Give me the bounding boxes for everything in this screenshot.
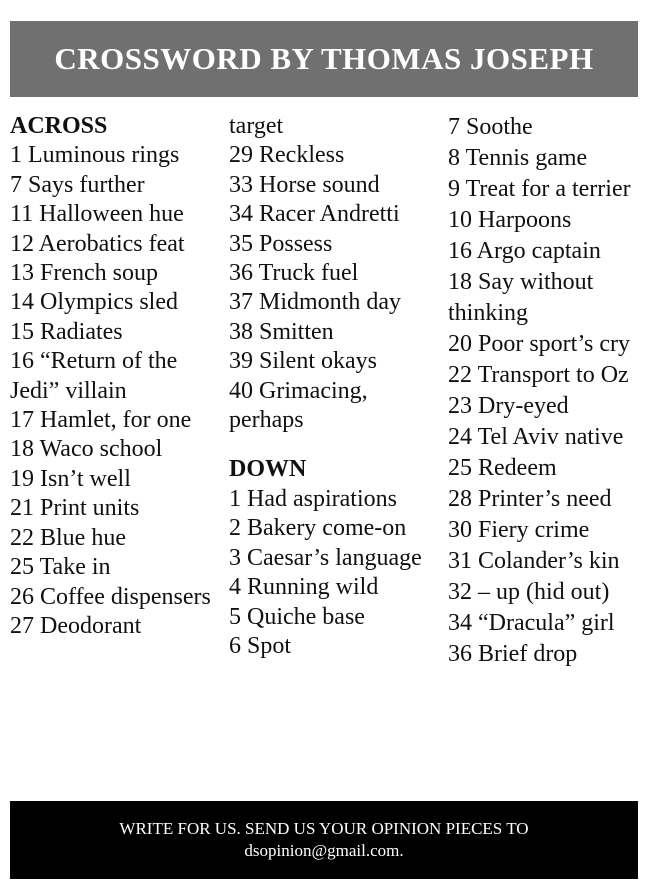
down-clue: 7 Soothe: [448, 114, 533, 140]
down-clue: 8 Tennis game: [448, 145, 588, 171]
down-clue: 18 Say without thinking: [448, 269, 594, 326]
across-clue: target: [229, 113, 284, 139]
across-clue: 36 Truck fuel: [229, 260, 359, 287]
across-clue: 18 Waco school: [10, 436, 163, 463]
down-clue: 22 Transport to Oz: [448, 362, 629, 388]
across-clue: 19 Isn’t well: [10, 465, 131, 492]
across-clue: 29 Reckless: [229, 142, 345, 169]
opinion-footer-banner: [10, 801, 638, 879]
across-clue: 12 Aerobatics feat: [10, 230, 185, 257]
across-clue: 39 Silent okays: [229, 348, 377, 375]
down-clue: 24 Tel Aviv native: [448, 424, 624, 450]
down-clue: 9 Treat for a terrier: [448, 176, 631, 202]
crossword-title: CROSSWORD BY THOMAS JOSEPH: [10, 21, 638, 97]
across-clue: 7 Says further: [10, 171, 145, 198]
across-clue: 13 French soup: [10, 260, 158, 287]
down-clue: 16 Argo captain: [448, 238, 601, 264]
down-clue: 34 “Dracula” girl: [448, 610, 615, 636]
clue-column-1: [10, 112, 220, 641]
across-clue: 17 Hamlet, for one: [10, 407, 192, 434]
down-clue: 20 Poor sport’s cry: [448, 331, 630, 357]
footer-line: WRITE FOR US. SEND US YOUR OPINION PIECES TO: [119, 819, 529, 838]
across-clue: 34 Racer Andretti: [229, 201, 400, 228]
across-clue: 25 Take in: [10, 554, 111, 581]
down-clue: 3 Caesar’s language: [229, 544, 422, 571]
across-clue: 40 Grimacing, perhaps: [229, 377, 368, 434]
across-clue: 11 Halloween hue: [10, 201, 184, 228]
across-clue: 27 Deodorant: [10, 612, 142, 639]
across-clue: 33 Horse sound: [229, 171, 380, 198]
across-clue: 15 Radiates: [10, 318, 123, 345]
down-clue: 31 Colander’s kin: [448, 548, 620, 574]
across-clue: 35 Possess: [229, 230, 333, 257]
down-clue: 28 Printer’s need: [448, 486, 612, 512]
section-spacer: [229, 435, 441, 455]
down-clue: 36 Brief drop: [448, 641, 578, 667]
down-clue: 32 – up (hid out): [448, 579, 610, 605]
down-heading: DOWN: [229, 456, 307, 483]
across-clue: 14 Olympics sled: [10, 289, 178, 316]
across-clue: 22 Blue hue: [10, 524, 126, 551]
down-clue: 6 Spot: [229, 632, 292, 659]
down-clue: 30 Fiery crime: [448, 517, 590, 543]
down-clue: 25 Redeem: [448, 455, 557, 481]
across-clue: 37 Midmonth day: [229, 289, 401, 316]
footer-email: dsopinion@gmail.com.: [244, 841, 404, 860]
across-clue: 16 “Return of the Jedi” villain: [10, 348, 178, 404]
down-clue: 5 Quiche base: [229, 603, 365, 630]
down-clue: 10 Harpoons: [448, 207, 572, 233]
across-clue: 26 Coffee dispensers: [10, 583, 211, 610]
across-clue: 1 Luminous rings: [10, 142, 180, 169]
down-clue: 1 Had aspirations: [229, 485, 397, 512]
down-clue: 2 Bakery come-on: [229, 515, 407, 542]
down-clue: 23 Dry-eyed: [448, 393, 569, 419]
across-heading: ACROSS: [10, 113, 108, 139]
clue-column-2: [229, 112, 441, 661]
clue-column-3: [448, 112, 644, 670]
across-clue: 21 Print units: [10, 495, 140, 522]
across-clue: 38 Smitten: [229, 318, 334, 345]
down-clue: 4 Running wild: [229, 574, 379, 601]
